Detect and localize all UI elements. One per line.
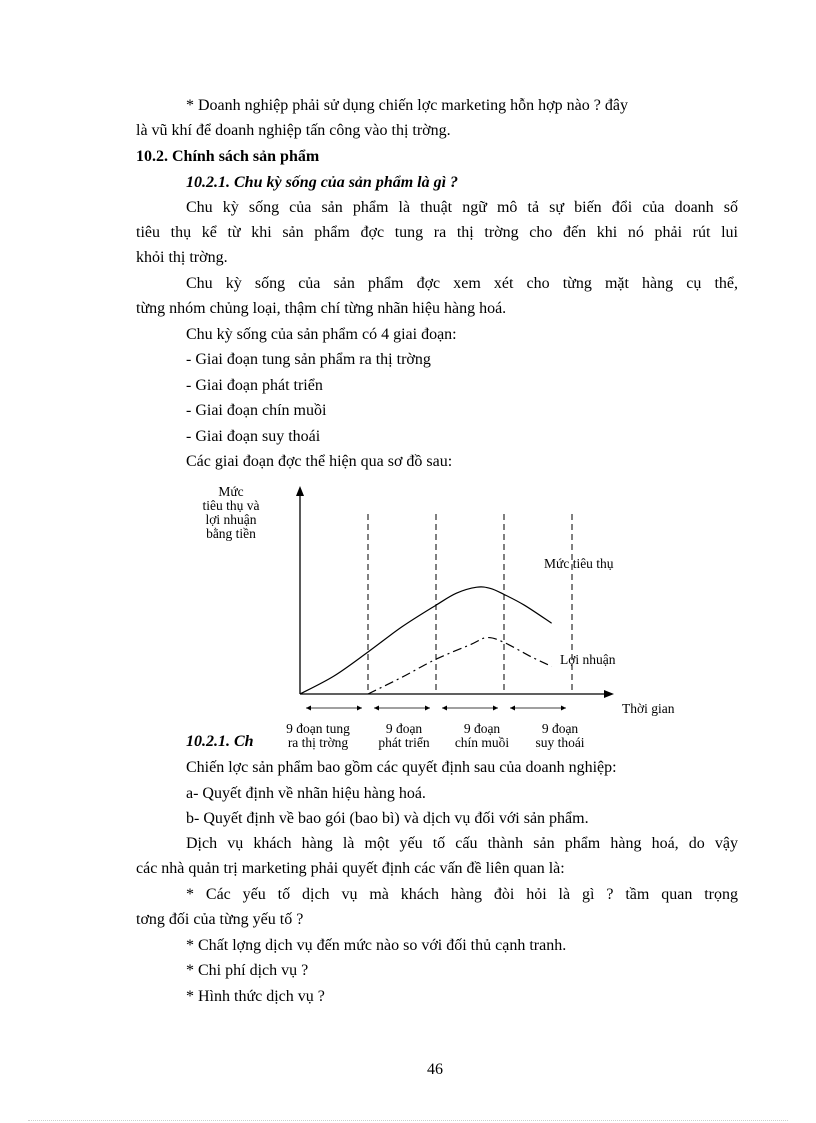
question-cost: * Chi phí dịch vụ ? [186, 962, 309, 979]
para-stages-intro: Chu kỳ sống của sản phẩm có 4 giai đoạn: [186, 326, 457, 343]
stage-item-2: - Giai đoạn phát triển [186, 377, 323, 394]
stage-item-1: - Giai đoạn tung sản phẩm ra thị trờng [186, 351, 431, 368]
y-axis-label-line: bằng tiền [206, 526, 256, 541]
footer-divider [28, 1120, 788, 1121]
stage-label-decline [522, 722, 598, 750]
question-form: * Hình thức dịch vụ ? [186, 988, 325, 1005]
question-service-line1: * Các yếu tố dịch vụ mà khách hàng đòi hỏi là gì ? tầm quan trọng [186, 886, 738, 903]
question-quality: * Chất lợng dịch vụ đến mức nào so với đối thủ cạnh tranh. [186, 937, 567, 954]
stage-span-arrow [442, 706, 447, 711]
y-axis-label-line: tiêu thụ và [202, 498, 260, 513]
stage-label-line: phát triển [378, 735, 430, 750]
legend-profit: Lợi nhuận [560, 652, 616, 667]
profit-curve [368, 638, 552, 694]
stage-span-arrow [357, 706, 362, 711]
x-axis-arrow [604, 690, 614, 698]
sales-curve [300, 587, 552, 694]
stage-span-arrow [493, 706, 498, 711]
stage-label-line: ra thị trờng [287, 735, 349, 750]
y-axis-label-line: lợi nhuận [205, 512, 257, 527]
page-number: 46 [427, 1061, 443, 1078]
subheading-lifecycle: 10.2.1. Chu kỳ sống của sản phẩm là gì ? [186, 174, 459, 191]
stage-label-line: suy thoái [535, 735, 585, 750]
stage-label-introduction [270, 722, 366, 750]
para-product-strategy: Chiến lợc sản phẩm bao gồm các quyết định sau của doanh nghiệp: [186, 759, 617, 776]
para-service-line1: Dịch vụ khách hàng là một yếu tố cấu thành sản phẩm hàng hoá, do vậy [186, 835, 738, 852]
stage-span-arrow [561, 706, 566, 711]
item-brand-decision: a- Quyết định về nhãn hiệu hàng hoá. [186, 785, 426, 802]
stage-label-line: 9 đoạn [463, 721, 501, 736]
para-diagram-intro: Các giai đoạn đợc thể hiện qua sơ đồ sau: [186, 453, 453, 470]
stage-label-line: 9 đoạn [385, 721, 423, 736]
stage-item-4: - Giai đoạn suy thoái [186, 428, 321, 445]
stage-label-growth [366, 722, 442, 750]
question-service-line2: tơng đối của từng yếu tố ? [136, 911, 304, 928]
stage-label-line: chín muồi [454, 735, 510, 750]
para-review-line2: từng nhóm chủng loại, thậm chí từng nhãn hiệu hàng hoá. [136, 300, 507, 317]
x-axis-label: Thời gian [622, 701, 675, 716]
para-lifecycle-line3: khỏi thị trờng. [136, 249, 228, 266]
stage-item-3: - Giai đoạn chín muồi [186, 402, 327, 419]
stage-span-arrow [374, 706, 379, 711]
para-lifecycle-line1: Chu kỳ sống của sản phẩm là thuật ngữ mô tả sự biến đổi của doanh số [186, 199, 738, 216]
subheading-strategy: 10.2.1. Ch [186, 733, 254, 750]
stage-label-line: 9 đoạn tung [286, 721, 350, 736]
para-strategy-line1: * Doanh nghiệp phải sử dụng chiến lợc marketing hỗn hợp nào ? đây [186, 97, 628, 114]
stage-label-maturity [442, 722, 522, 750]
stage-label-line: 9 đoạn [541, 721, 579, 736]
item-packaging-decision: b- Quyết định về bao gói (bao bì) và dịch vụ đối với sản phẩm. [186, 810, 589, 827]
legend-sales: Mức tiêu thụ [544, 556, 614, 571]
stage-span-arrow [425, 706, 430, 711]
y-axis-arrow [296, 486, 304, 496]
y-axis-label-line: Mức [218, 484, 244, 499]
stage-span-arrow [306, 706, 311, 711]
y-axis-label [192, 485, 270, 541]
para-service-line2: các nhà quản trị marketing phải quyết định các vấn đề liên quan là: [136, 860, 565, 877]
para-strategy-line2: là vũ khí để doanh nghiệp tấn công vào thị trờng. [136, 122, 451, 139]
para-review-line1: Chu kỳ sống của sản phẩm đợc xem xét cho từng mặt hàng cụ thể, [186, 275, 738, 292]
section-heading: 10.2. Chính sách sản phẩm [136, 148, 320, 165]
stage-span-arrow [510, 706, 515, 711]
para-lifecycle-line2: tiêu thụ kể từ khi sản phẩm đợc tung ra thị trờng cho đến khi nó phải rút lui [136, 224, 738, 241]
